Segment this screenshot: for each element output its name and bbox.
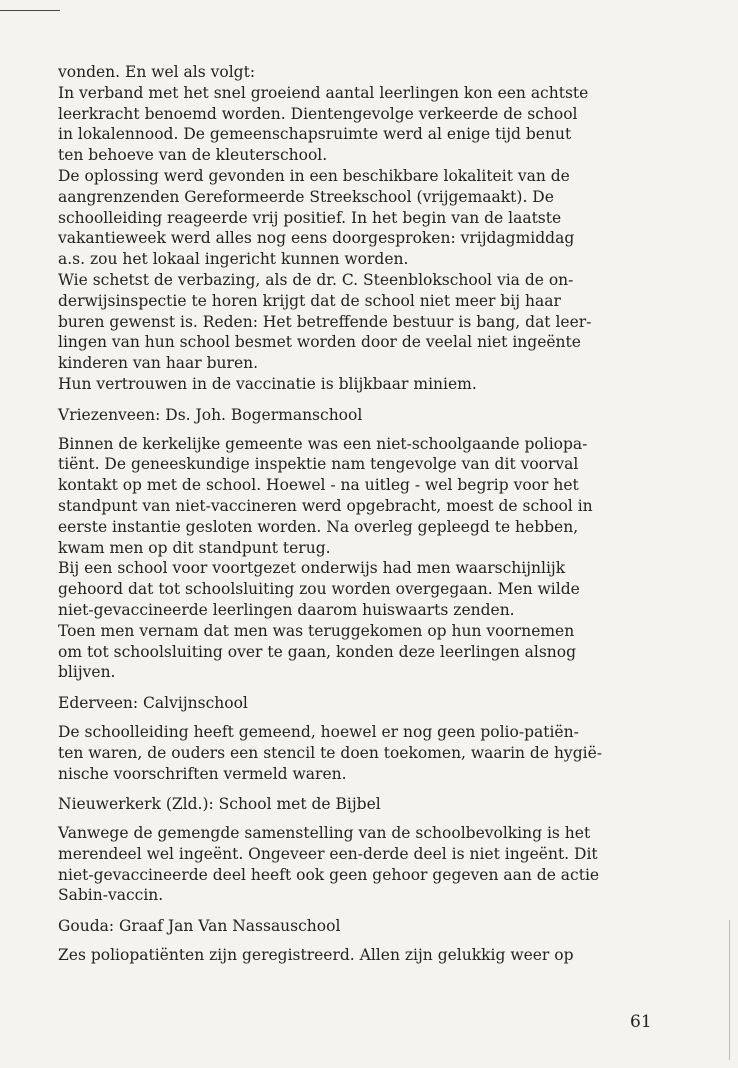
paragraph [58,945,662,966]
text-line: niet-gevaccineerde deel heeft ook geen gehoor gegeven aan de actie [58,865,600,884]
text-line: Vanwege de gemengde samenstelling van de schoolbevolking is het [58,824,591,843]
text-line: ten waren, de ouders een stencil te doen toekomen, waarin de hygië- [58,743,602,762]
paragraph [58,434,662,559]
text-line: Toen men vernam dat men was teruggekomen op hun voornemen [58,621,575,640]
text-line: gehoord dat tot schoolsluiting zou worden overgegaan. Men wilde [58,580,580,599]
text-line: aangrenzenden Gereformeerde Streekschool (vrijgemaakt). De [58,187,554,206]
section-heading: Nieuwerkerk (Zld.): School met de Bijbel [58,795,381,814]
text-line: derwijsinspectie te horen krijgt dat de school niet meer bij haar [58,291,561,310]
text-line: merendeel wel ingeënt. Ongeveer een-derde deel is niet ingeënt. Dit [58,844,598,863]
paragraph [58,621,662,683]
paragraph [58,722,662,784]
text-line: tiënt. De geneeskundige inspektie nam tengevolge van dit voorval [58,455,579,474]
text-line: Bij een school voor voortgezet onderwijs had men waarschijnlijk [58,559,566,578]
section-heading: Gouda: Graaf Jan Van Nassauschool [58,917,341,936]
text-line: buren gewenst is. Reden: Het betreffende bestuur is bang, dat leer- [58,312,592,331]
text-line: vakantieweek werd alles nog eens doorgesproken: vrijdagmiddag [58,229,575,248]
text-line: Hun vertrouwen in de vaccinatie is blijkbaar miniem. [58,374,477,393]
text-line: In verband met het snel groeiend aantal leerlingen kon een achtste [58,83,589,102]
text-line: Sabin-vaccin. [58,886,164,905]
text-line: Wie schetst de verbazing, als de dr. C. Steenblokschool via de on- [58,270,574,289]
text-line: schoolleiding reageerde vrij positief. In het begin van de laatste [58,208,562,227]
paragraph [58,83,662,166]
text-line: lingen van hun school besmet worden door de veelal niet ingeënte [58,333,581,352]
text-line: Zes poliopatiënten zijn geregistreerd. Allen zijn gelukkig weer op [58,946,574,965]
top-rule [0,10,60,11]
text-line: nische voorschriften vermeld waren. [58,764,347,783]
text-line: kontakt op met de school. Hoewel - na uitleg - wel begrip voor het [58,476,579,495]
text-line: De oplossing werd gevonden in een beschikbare lokaliteit van de [58,166,570,185]
text-line: om tot schoolsluiting over te gaan, konden deze leerlingen alsnog [58,642,577,661]
text-line: kwam men op dit standpunt terug. [58,538,331,557]
paragraph [58,270,662,374]
text-line: eerste instantie gesloten worden. Na overleg gepleegd te hebben, [58,517,579,536]
text-line: De schoolleiding heeft gemeend, hoewel er nog geen polio-patiën- [58,722,579,741]
paragraph [58,558,662,620]
paragraph [58,166,662,270]
text-line: blijven. [58,663,116,682]
text-line: Binnen de kerkelijke gemeente was een niet-schoolgaande poliopa- [58,434,588,453]
paragraph [58,823,662,906]
text-line: leerkracht benoemd worden. Dientengevolge verkeerde de school [58,104,578,123]
page-number: 61 [630,1012,652,1032]
text-line: standpunt van niet-vaccineren werd opgebracht, moest de school in [58,496,593,515]
text-line: vonden. En wel als volgt: [58,63,256,81]
text-line: kinderen van haar buren. [58,354,259,373]
text-line: a.s. zou het lokaal ingericht kunnen worden. [58,250,409,269]
page-edge-rule [729,920,730,1060]
text-line: ten behoeve van de kleuterschool. [58,146,328,165]
page-body [58,62,662,966]
paragraph [58,374,662,395]
paragraph [58,62,662,83]
text-line: niet-gevaccineerde leerlingen daarom huiswaarts zenden. [58,600,515,619]
text-line: in lokalennood. De gemeenschapsruimte werd al enige tijd benut [58,125,572,144]
section-heading: Vriezenveen: Ds. Joh. Bogermanschool [58,405,363,424]
section-heading: Ederveen: Calvijnschool [58,694,248,713]
